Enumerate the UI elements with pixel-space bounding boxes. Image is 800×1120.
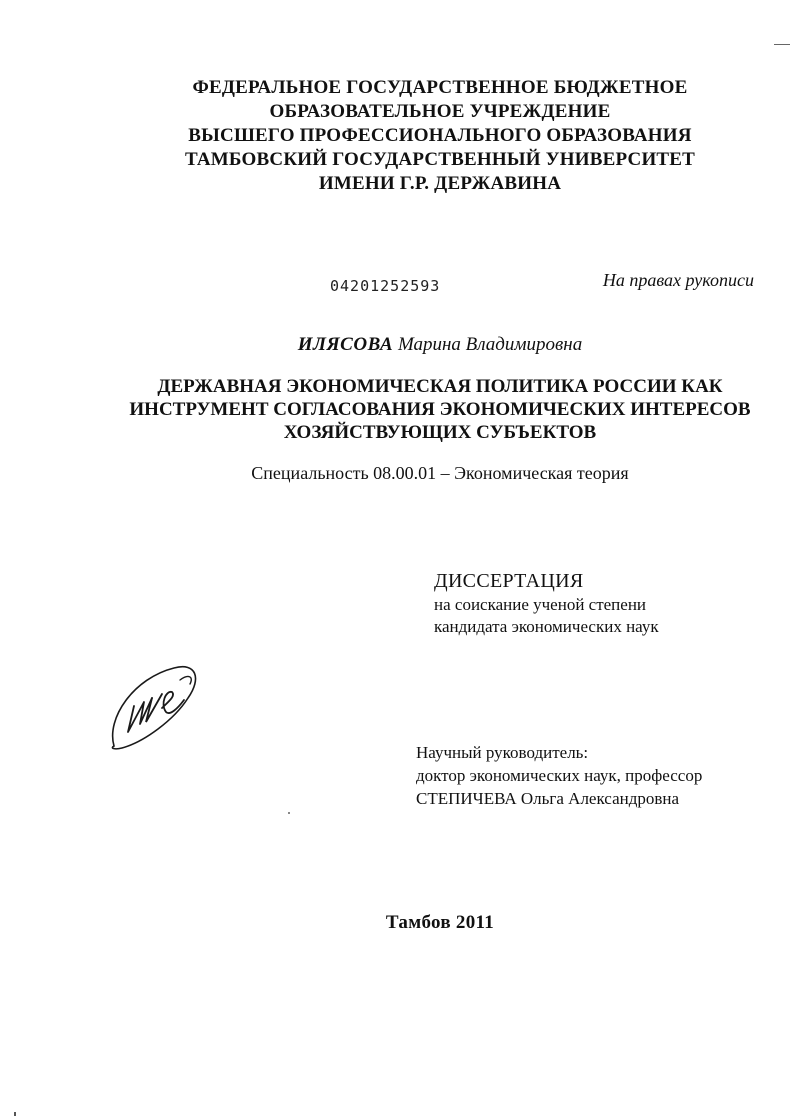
institution-line: ОБРАЗОВАТЕЛЬНОЕ УЧРЕЖДЕНИЕ	[269, 101, 611, 122]
institution-header	[120, 76, 760, 196]
supervisor-label: Научный руководитель:	[416, 743, 589, 762]
scan-speck	[14, 1112, 16, 1116]
author-name	[120, 334, 760, 356]
title-line: ХОЗЯЙСТВУЮЩИХ СУБЪЕКТОВ	[283, 422, 597, 443]
author-given-names: Марина Владимировна	[397, 334, 583, 355]
scan-speck	[288, 812, 290, 814]
title-line: ИНСТРУМЕНТ СОГЛАСОВАНИЯ ЭКОНОМИЧЕСКИХ ИНТЕРЕСОВ	[129, 399, 751, 420]
dissertation-type-block	[434, 568, 659, 638]
institution-line: ФЕДЕРАЛЬНОЕ ГОСУДАРСТВЕННОЕ БЮДЖЕТНОЕ	[192, 77, 688, 98]
supervisor-block	[416, 741, 702, 810]
institution-line: ТАМБОВСКИЙ ГОСУДАРСТВЕННЫЙ УНИВЕРСИТЕТ	[184, 149, 696, 170]
degree-line-2: кандидата экономических наук	[434, 617, 659, 636]
degree-line-1: на соискание ученой степени	[434, 595, 647, 614]
supervisor-name: СТЕПИЧЕВА Ольга Александровна	[416, 789, 680, 808]
dissertation-title	[120, 375, 760, 444]
manuscript-note: На правах рукописи	[602, 270, 754, 290]
speciality: Специальность 08.00.01 – Экономическая теория	[251, 463, 629, 483]
library-stamp-number: 04201252593	[330, 277, 441, 295]
title-line: ДЕРЖАВНАЯ ЭКОНОМИЧЕСКАЯ ПОЛИТИКА РОССИИ КАК	[157, 376, 723, 397]
handwritten-signature	[104, 658, 200, 754]
institution-line: ИМЕНИ Г.Р. ДЕРЖАВИНА	[318, 173, 562, 194]
institution-line: ВЫСШЕГО ПРОФЕССИОНАЛЬНОГО ОБРАЗОВАНИЯ	[188, 125, 692, 146]
scan-mark	[774, 44, 790, 45]
supervisor-degree: доктор экономических наук, профессор	[416, 766, 703, 785]
city-year: Тамбов 2011	[385, 912, 495, 933]
dissertation-type: ДИССЕРТАЦИЯ	[434, 570, 584, 592]
author-surname: ИЛЯСОВА	[297, 334, 394, 355]
